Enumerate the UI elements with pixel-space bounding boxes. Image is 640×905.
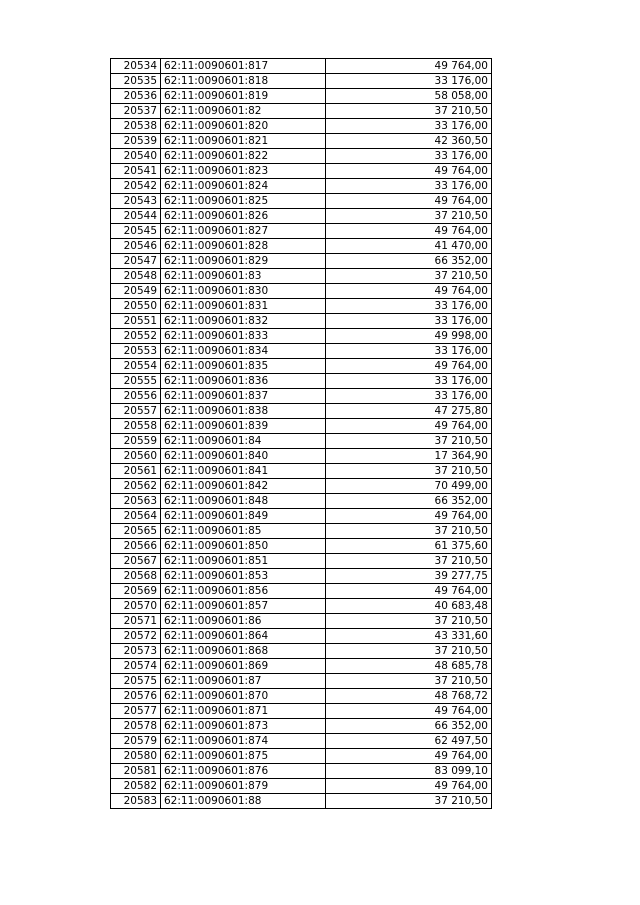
row-number-cell: 20544	[111, 209, 161, 224]
row-number-cell: 20574	[111, 659, 161, 674]
cadastral-number-cell: 62:11:0090601:837	[161, 389, 326, 404]
row-number-cell: 20540	[111, 149, 161, 164]
cadastral-value-cell: 33 176,00	[326, 314, 492, 329]
table-row	[111, 749, 492, 764]
row-number-cell: 20567	[111, 554, 161, 569]
row-number-cell: 20576	[111, 689, 161, 704]
cadastral-value-cell: 37 210,50	[326, 269, 492, 284]
row-number-cell: 20541	[111, 164, 161, 179]
cadastral-value-cell: 37 210,50	[326, 434, 492, 449]
cadastral-value-cell: 48 685,78	[326, 659, 492, 674]
cadastral-value-cell: 37 210,50	[326, 614, 492, 629]
table-row	[111, 149, 492, 164]
table-row	[111, 74, 492, 89]
table-row	[111, 509, 492, 524]
table-row	[111, 239, 492, 254]
cadastral-number-cell: 62:11:0090601:821	[161, 134, 326, 149]
table-body	[111, 59, 492, 809]
cadastral-number-cell: 62:11:0090601:874	[161, 734, 326, 749]
table-row	[111, 194, 492, 209]
cadastral-number-cell: 62:11:0090601:825	[161, 194, 326, 209]
cadastral-number-cell: 62:11:0090601:82	[161, 104, 326, 119]
cadastral-number-cell: 62:11:0090601:824	[161, 179, 326, 194]
cadastral-number-cell: 62:11:0090601:818	[161, 74, 326, 89]
cadastral-value-cell: 39 277,75	[326, 569, 492, 584]
cadastral-value-cell: 33 176,00	[326, 74, 492, 89]
cadastral-number-cell: 62:11:0090601:828	[161, 239, 326, 254]
cadastral-number-cell: 62:11:0090601:873	[161, 719, 326, 734]
cadastral-value-cell: 37 210,50	[326, 104, 492, 119]
row-number-cell: 20551	[111, 314, 161, 329]
table-row	[111, 674, 492, 689]
cadastral-value-cell: 37 210,50	[326, 209, 492, 224]
table-row	[111, 119, 492, 134]
cadastral-number-cell: 62:11:0090601:868	[161, 644, 326, 659]
row-number-cell: 20577	[111, 704, 161, 719]
table-row	[111, 314, 492, 329]
cadastral-value-cell: 49 998,00	[326, 329, 492, 344]
cadastral-value-cell: 49 764,00	[326, 749, 492, 764]
cadastral-number-cell: 62:11:0090601:856	[161, 584, 326, 599]
cadastral-number-cell: 62:11:0090601:840	[161, 449, 326, 464]
table-row	[111, 434, 492, 449]
row-number-cell: 20537	[111, 104, 161, 119]
cadastral-number-cell: 62:11:0090601:84	[161, 434, 326, 449]
cadastral-value-cell: 61 375,60	[326, 539, 492, 554]
table-row	[111, 689, 492, 704]
cadastral-number-cell: 62:11:0090601:826	[161, 209, 326, 224]
row-number-cell: 20575	[111, 674, 161, 689]
table-row	[111, 494, 492, 509]
row-number-cell: 20546	[111, 239, 161, 254]
row-number-cell: 20558	[111, 419, 161, 434]
table-row	[111, 539, 492, 554]
table-row	[111, 569, 492, 584]
row-number-cell: 20560	[111, 449, 161, 464]
row-number-cell: 20536	[111, 89, 161, 104]
row-number-cell: 20559	[111, 434, 161, 449]
cadastral-value-cell: 49 764,00	[326, 704, 492, 719]
row-number-cell: 20571	[111, 614, 161, 629]
cadastral-value-cell: 62 497,50	[326, 734, 492, 749]
row-number-cell: 20555	[111, 374, 161, 389]
table-row	[111, 644, 492, 659]
table-row	[111, 359, 492, 374]
cadastral-number-cell: 62:11:0090601:827	[161, 224, 326, 239]
row-number-cell: 20547	[111, 254, 161, 269]
row-number-cell: 20568	[111, 569, 161, 584]
cadastral-value-cell: 49 764,00	[326, 164, 492, 179]
table-row	[111, 374, 492, 389]
table-row	[111, 254, 492, 269]
cadastral-number-cell: 62:11:0090601:835	[161, 359, 326, 374]
cadastral-number-cell: 62:11:0090601:848	[161, 494, 326, 509]
cadastral-number-cell: 62:11:0090601:853	[161, 569, 326, 584]
table-row	[111, 89, 492, 104]
table-row	[111, 794, 492, 809]
table-row	[111, 734, 492, 749]
cadastral-value-cell: 33 176,00	[326, 374, 492, 389]
cadastral-value-cell: 43 331,60	[326, 629, 492, 644]
cadastral-value-cell: 17 364,90	[326, 449, 492, 464]
cadastral-value-cell: 37 210,50	[326, 464, 492, 479]
cadastral-value-cell: 37 210,50	[326, 554, 492, 569]
row-number-cell: 20554	[111, 359, 161, 374]
table-row	[111, 524, 492, 539]
row-number-cell: 20545	[111, 224, 161, 239]
row-number-cell: 20539	[111, 134, 161, 149]
cadastral-number-cell: 62:11:0090601:86	[161, 614, 326, 629]
table-row	[111, 584, 492, 599]
row-number-cell: 20552	[111, 329, 161, 344]
cadastral-number-cell: 62:11:0090601:864	[161, 629, 326, 644]
row-number-cell: 20535	[111, 74, 161, 89]
cadastral-number-cell: 62:11:0090601:832	[161, 314, 326, 329]
cadastral-number-cell: 62:11:0090601:841	[161, 464, 326, 479]
cadastral-value-cell: 37 210,50	[326, 524, 492, 539]
cadastral-number-cell: 62:11:0090601:870	[161, 689, 326, 704]
cadastral-number-cell: 62:11:0090601:85	[161, 524, 326, 539]
table-row	[111, 404, 492, 419]
cadastral-value-cell: 58 058,00	[326, 89, 492, 104]
cadastral-number-cell: 62:11:0090601:83	[161, 269, 326, 284]
cadastral-value-cell: 37 210,50	[326, 644, 492, 659]
cadastral-value-cell: 49 764,00	[326, 509, 492, 524]
cadastral-value-cell: 83 099,10	[326, 764, 492, 779]
row-number-cell: 20573	[111, 644, 161, 659]
cadastral-value-cell: 47 275,80	[326, 404, 492, 419]
cadastral-number-cell: 62:11:0090601:842	[161, 479, 326, 494]
cadastral-number-cell: 62:11:0090601:876	[161, 764, 326, 779]
cadastral-value-cell: 33 176,00	[326, 179, 492, 194]
table-row	[111, 419, 492, 434]
row-number-cell: 20543	[111, 194, 161, 209]
row-number-cell: 20565	[111, 524, 161, 539]
cadastral-number-cell: 62:11:0090601:817	[161, 59, 326, 74]
row-number-cell: 20569	[111, 584, 161, 599]
cadastral-value-cell: 40 683,48	[326, 599, 492, 614]
cadastral-value-cell: 66 352,00	[326, 494, 492, 509]
cadastral-number-cell: 62:11:0090601:830	[161, 284, 326, 299]
table-row	[111, 479, 492, 494]
cadastral-number-cell: 62:11:0090601:823	[161, 164, 326, 179]
cadastral-value-cell: 33 176,00	[326, 389, 492, 404]
cadastral-value-cell: 37 210,50	[326, 674, 492, 689]
table-row	[111, 704, 492, 719]
cadastral-number-cell: 62:11:0090601:820	[161, 119, 326, 134]
table-row	[111, 224, 492, 239]
row-number-cell: 20563	[111, 494, 161, 509]
row-number-cell: 20582	[111, 779, 161, 794]
table-row	[111, 344, 492, 359]
table-row	[111, 659, 492, 674]
cadastral-value-cell: 49 764,00	[326, 419, 492, 434]
row-number-cell: 20566	[111, 539, 161, 554]
cadastral-number-cell: 62:11:0090601:849	[161, 509, 326, 524]
row-number-cell: 20548	[111, 269, 161, 284]
table-row	[111, 389, 492, 404]
table-row	[111, 209, 492, 224]
row-number-cell: 20583	[111, 794, 161, 809]
table-row	[111, 614, 492, 629]
row-number-cell: 20557	[111, 404, 161, 419]
table-row	[111, 299, 492, 314]
cadastral-value-cell: 49 764,00	[326, 284, 492, 299]
cadastral-value-cell: 42 360,50	[326, 134, 492, 149]
row-number-cell: 20556	[111, 389, 161, 404]
cadastral-value-cell: 66 352,00	[326, 254, 492, 269]
cadastral-number-cell: 62:11:0090601:819	[161, 89, 326, 104]
cadastral-value-cell: 48 768,72	[326, 689, 492, 704]
cadastral-number-cell: 62:11:0090601:871	[161, 704, 326, 719]
cadastral-number-cell: 62:11:0090601:836	[161, 374, 326, 389]
row-number-cell: 20538	[111, 119, 161, 134]
cadastral-value-table	[110, 58, 492, 809]
table-row	[111, 554, 492, 569]
table-row	[111, 629, 492, 644]
row-number-cell: 20564	[111, 509, 161, 524]
cadastral-value-cell: 49 764,00	[326, 194, 492, 209]
cadastral-number-cell: 62:11:0090601:838	[161, 404, 326, 419]
cadastral-value-cell: 49 764,00	[326, 779, 492, 794]
row-number-cell: 20578	[111, 719, 161, 734]
cadastral-number-cell: 62:11:0090601:875	[161, 749, 326, 764]
table-row	[111, 719, 492, 734]
cadastral-value-cell: 66 352,00	[326, 719, 492, 734]
table-row	[111, 599, 492, 614]
cadastral-value-cell: 33 176,00	[326, 149, 492, 164]
row-number-cell: 20581	[111, 764, 161, 779]
row-number-cell: 20534	[111, 59, 161, 74]
cadastral-number-cell: 62:11:0090601:831	[161, 299, 326, 314]
table-row	[111, 164, 492, 179]
table-row	[111, 104, 492, 119]
cadastral-number-cell: 62:11:0090601:834	[161, 344, 326, 359]
cadastral-number-cell: 62:11:0090601:879	[161, 779, 326, 794]
table-row	[111, 764, 492, 779]
cadastral-value-cell: 33 176,00	[326, 344, 492, 359]
row-number-cell: 20579	[111, 734, 161, 749]
row-number-cell: 20570	[111, 599, 161, 614]
cadastral-number-cell: 62:11:0090601:869	[161, 659, 326, 674]
table-row	[111, 329, 492, 344]
table-row	[111, 284, 492, 299]
cadastral-value-cell: 37 210,50	[326, 794, 492, 809]
cadastral-number-cell: 62:11:0090601:839	[161, 419, 326, 434]
row-number-cell: 20580	[111, 749, 161, 764]
cadastral-number-cell: 62:11:0090601:857	[161, 599, 326, 614]
row-number-cell: 20550	[111, 299, 161, 314]
row-number-cell: 20542	[111, 179, 161, 194]
cadastral-number-cell: 62:11:0090601:822	[161, 149, 326, 164]
table-row	[111, 449, 492, 464]
cadastral-number-cell: 62:11:0090601:87	[161, 674, 326, 689]
cadastral-number-cell: 62:11:0090601:88	[161, 794, 326, 809]
table-row	[111, 269, 492, 284]
row-number-cell: 20549	[111, 284, 161, 299]
cadastral-value-cell: 49 764,00	[326, 584, 492, 599]
cadastral-value-cell: 41 470,00	[326, 239, 492, 254]
cadastral-number-cell: 62:11:0090601:833	[161, 329, 326, 344]
table-row	[111, 134, 492, 149]
cadastral-value-cell: 49 764,00	[326, 224, 492, 239]
cadastral-number-cell: 62:11:0090601:851	[161, 554, 326, 569]
cadastral-number-cell: 62:11:0090601:850	[161, 539, 326, 554]
table-row	[111, 59, 492, 74]
cadastral-value-cell: 49 764,00	[326, 59, 492, 74]
cadastral-value-cell: 33 176,00	[326, 119, 492, 134]
row-number-cell: 20572	[111, 629, 161, 644]
cadastral-number-cell: 62:11:0090601:829	[161, 254, 326, 269]
cadastral-value-cell: 49 764,00	[326, 359, 492, 374]
row-number-cell: 20561	[111, 464, 161, 479]
cadastral-value-cell: 33 176,00	[326, 299, 492, 314]
table-row	[111, 779, 492, 794]
table-row	[111, 179, 492, 194]
table-row	[111, 464, 492, 479]
row-number-cell: 20553	[111, 344, 161, 359]
cadastral-value-cell: 70 499,00	[326, 479, 492, 494]
row-number-cell: 20562	[111, 479, 161, 494]
